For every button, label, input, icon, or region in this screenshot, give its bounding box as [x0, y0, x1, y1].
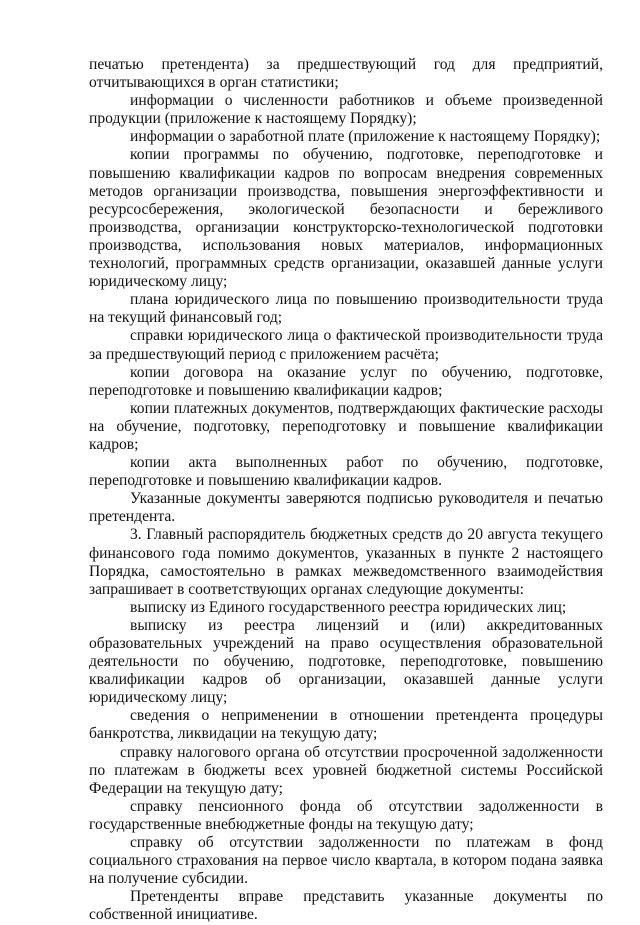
paragraph-act-copies: копии акта выполненных работ по обучению, подготовке, переподготовке и повышению квалификации кадров. — [89, 454, 603, 490]
paragraph-contract-copies: копии договора на оказание услуг по обучению, подготовке, переподготовке и повышению квалификации кадров; — [89, 363, 603, 399]
paragraph-productivity-plan: плана юридического лица по повышению производительности труда на текущий финансовый год; — [89, 291, 603, 327]
paragraph-employee-info: информации о численности работников и объеме произведенной продукции (приложение к настоящему Порядку); — [89, 92, 603, 128]
paragraph-continuation-statistics: печатью претендента) за предшествующий год для предприятий, отчитывающихся в орган статистики; — [89, 56, 603, 92]
paragraph-training-program-copies: копии программы по обучению, подготовке, переподготовке и повышению квалификации кадров по вопросам внедрения современных методов организации производства, повышения энергоэффективности и ресурсосбережения, экологической безопасности и бережливого производства, организации конструкторско-технологической подготовки производства, использования новых материалов, информационных технологий, программных средств организации, оказавшей данные услуги юридическому лицу; — [89, 146, 603, 291]
paragraph-pension-fund-certificate: справку пенсионного фонда об отсутствии задолженности в государственные внебюджетные фонды на текущую дату; — [89, 797, 603, 833]
paragraph-bankruptcy-info: сведения о неприменении в отношении претендента процедуры банкротства, ликвидации на текущую дату; — [89, 707, 603, 743]
paragraph-license-registry-extract: выписку из реестра лицензий и (или) аккредитованных образовательных учреждений на право осуществления образовательной деятельности по обучению, подготовке, переподготовке, повышению квалификации кадров об организации, оказавшей данные услуги юридическому лицу; — [89, 616, 603, 707]
paragraph-own-initiative: Претенденты вправе представить указанные документы по собственной инициативе. — [89, 888, 603, 924]
paragraph-clause-3: 3. Главный распорядитель бюджетных средств до 20 августа текущего финансового года помимо документов, указанных в пункте 2 настоящего Порядка, самостоятельно в рамках межведомственного взаимодействия запрашивает в соответствующих органах следующие документы: — [89, 526, 603, 598]
paragraph-social-insurance-certificate: справку об отсутствии задолженности по платежам в фонд социального страхования на первое число квартала, в котором подана заявка на получение субсидии. — [89, 834, 603, 888]
paragraph-certification-note: Указанные документы заверяются подписью руководителя и печатью претендента. — [89, 490, 603, 526]
document-page — [89, 56, 603, 925]
paragraph-egrul-extract: выписку из Единого государственного реестра юридических лиц; — [130, 598, 567, 616]
paragraph-salary-info: информации о заработной плате (приложение к настоящему Порядку); — [130, 128, 601, 146]
paragraph-payment-documents: копии платежных документов, подтверждающих фактические расходы на обучение, подготовку, переподготовку и повышение квалификации кадров; — [89, 399, 603, 453]
paragraph-tax-certificate: справку налогового органа об отсутствии просроченной задолженности по платежам в бюджеты всех уровней бюджетной системы Российской Федерации на текущую дату; — [89, 743, 603, 797]
paragraph-productivity-certificate: справки юридического лица о фактической производительности труда за предшествующий период с приложением расчёта; — [89, 327, 603, 363]
